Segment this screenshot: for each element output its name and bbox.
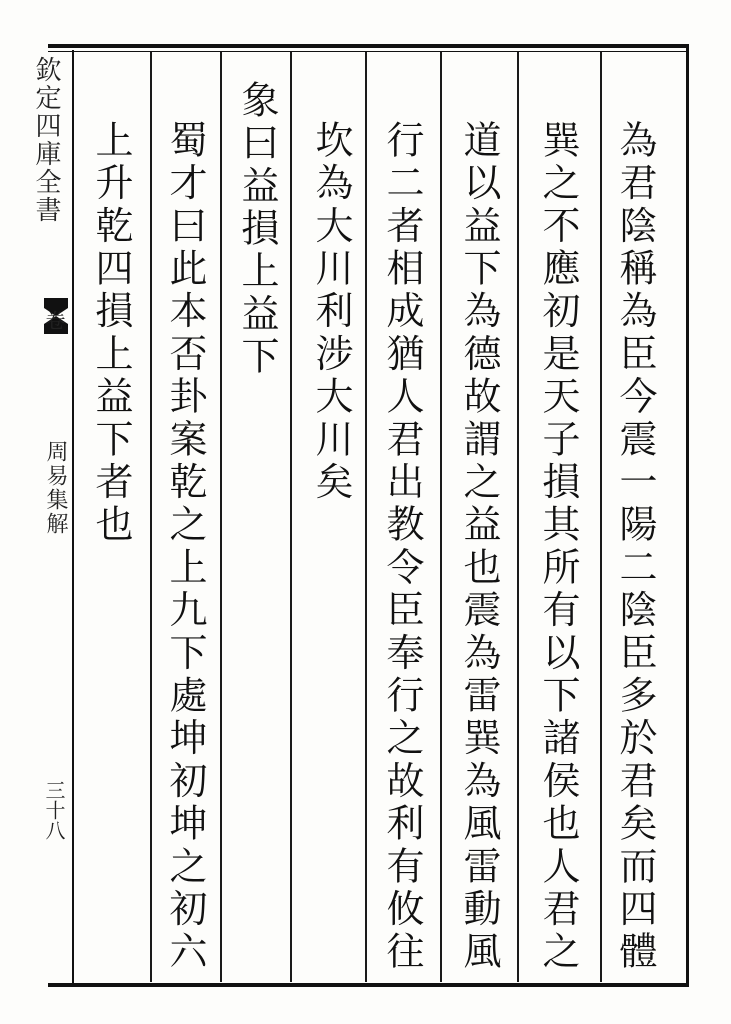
- text-column-2: 巽之不應初是天子損其所有以下諸侯也人君之: [536, 120, 580, 974]
- juan-label: 卷: [42, 310, 66, 330]
- column-divider: [517, 52, 519, 982]
- column-divider: [600, 52, 602, 982]
- column-divider: [150, 52, 152, 982]
- column-divider: [290, 52, 292, 982]
- bottom-border: [48, 983, 688, 987]
- text-column-4: 行二者相成猶人君出教令臣奉行之故利有攸往: [380, 120, 424, 974]
- column-divider: [440, 52, 442, 982]
- margin-divider: [72, 50, 74, 985]
- collection-title: 周易集解: [43, 440, 68, 536]
- top-border-inner: [48, 51, 688, 52]
- top-border: [48, 44, 688, 48]
- text-column-8: 上升乾四損上益下者也: [89, 120, 133, 547]
- right-border: [686, 44, 689, 987]
- column-divider: [365, 52, 367, 982]
- text-column-5: 坎為大川利涉大川矣: [309, 120, 353, 505]
- text-column-7: 蜀才曰此本否卦案乾之上九下處坤初坤之初六: [163, 120, 207, 974]
- text-column-1: 為君陰稱為臣今震一陽二陰臣多於君矣而四體: [613, 120, 657, 974]
- text-column-3: 道以益下為德故謂之益也震為雷巽為風雷動風: [457, 120, 501, 974]
- page-number: 三十八: [42, 780, 66, 840]
- text-column-6: 象曰益損上益下: [235, 80, 279, 379]
- book-title: 欽定四庫全書: [31, 56, 61, 224]
- column-divider: [220, 52, 222, 982]
